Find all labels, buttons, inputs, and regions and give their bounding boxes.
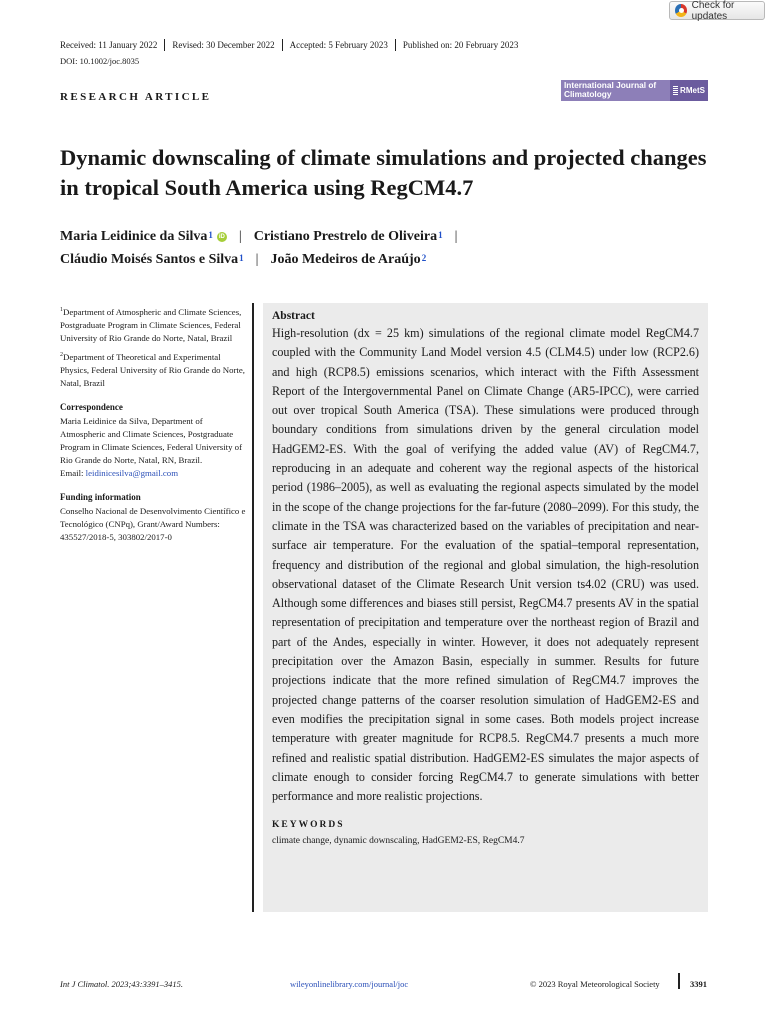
journal-name: International Journal of Climatology	[561, 80, 670, 101]
revised-date: Revised: 30 December 2022	[164, 39, 281, 51]
article-type: RESEARCH ARTICLE	[60, 91, 212, 103]
page-number: 3391	[690, 979, 707, 989]
author-name[interactable]: João Medeiros de Araújo	[270, 252, 421, 267]
rmets-logo-icon	[673, 86, 678, 95]
affiliation-1	[60, 304, 248, 345]
affiliation-2	[60, 349, 248, 390]
check-for-updates-button[interactable]	[669, 1, 765, 20]
orcid-icon[interactable]: iD	[218, 234, 225, 240]
author-name[interactable]: Cristiano Prestrelo de Oliveira	[253, 229, 438, 244]
check-for-updates-label: Check for updates	[691, 0, 735, 22]
abstract-heading: Abstract	[272, 310, 315, 322]
author-affiliation-marker[interactable]: 1	[208, 230, 213, 240]
received-date: Received: 11 January 2022	[60, 40, 158, 50]
footer-journal-link[interactable]: wileyonlinelibrary.com/journal/joc	[290, 979, 409, 989]
author-affiliation-marker[interactable]: 1	[239, 253, 244, 263]
affiliation-number: 1	[60, 307, 63, 313]
affiliation-text: Department of Atmospheric and Climate Sciences, Postgraduate Program in Climate Sciences, Federal University of Rio Grande do Norte, Natal, Brazil	[60, 306, 242, 343]
publication-dates	[60, 39, 525, 51]
email-label: Email:	[60, 467, 86, 478]
author-affiliation-marker[interactable]: 2	[421, 253, 427, 263]
affiliation-text: Department of Theoretical and Experimental Physics, Federal University of Rio Grande do Norte, Natal, Brazil	[60, 351, 245, 388]
footer-citation: Int J Climatol. 2023;43:3391–3415.	[60, 979, 184, 989]
author-separator: |	[255, 252, 259, 267]
article-info-column	[60, 304, 248, 544]
author-name[interactable]: Cláudio Moisés Santos e Silva	[60, 252, 239, 267]
author-separator: |	[238, 229, 242, 244]
article-title: Dynamic downscaling of climate simulations and projected changes in tropical South America using RegCM4.7	[60, 145, 707, 200]
footer-copyright: © 2023 Royal Meteorological Society	[530, 979, 660, 989]
footer-divider	[678, 973, 680, 989]
abstract-box	[263, 303, 708, 912]
keywords-heading: KEYWORDS	[272, 820, 345, 831]
accepted-date: Accepted: 5 February 2023	[282, 39, 395, 51]
doi[interactable]: DOI: 10.1002/joc.8035	[60, 56, 140, 66]
correspondence-address: Maria Leidinice da Silva, Department of Atmospheric and Climate Sciences, Postgraduate Program in Climate Sciences, Federal University of Rio Grande do Norte, Natal, RN, Brazil.	[60, 415, 243, 465]
affiliation-number: 2	[60, 351, 63, 358]
author-separator: |	[454, 229, 458, 244]
crossmark-icon	[675, 4, 687, 17]
correspondence-text	[60, 415, 248, 480]
author-affiliation-marker[interactable]: 1	[438, 230, 443, 240]
abstract-divider	[252, 303, 254, 912]
author-name[interactable]: Maria Leidinice da Silva	[60, 229, 208, 244]
publisher-logo	[670, 80, 708, 101]
abstract-text: High-resolution (dx = 25 km) simulations of the regional climate model RegCM4.7 coupled with the Community Land Model version 4.5 (CLM4.5) under low (RCP2.6) and high (RCP8.5) emissions scenarios, which interact with the Fifth Assessment Report of the Intergovernmental Panel on Climate Change (AR5-IPCC), were carried out over tropical South America (TSA). These simulations were produced through boundary conditions from simulations driven by the general circulation model HadGEM2-ES. With the goal of verifying the added value (AV) of RegCM4.7, reproducing in an adequate and coherent way the regional aspects of the historical period (1986–2005), as well as evaluating the regional aspects simulated by the model in the scope of the change projections for the far-future (2080–2099). For this study, the climate in the TSA was characterized based on the variables of precipitation and near-surface air temperature. For the evaluation of the spatial–temporal representation, frequency and distribution of the regional and global simulation, the high-resolution observational dataset of the Climate Research Unit version ts4.02 (CRU) was used. Although some differences and biases still persist, RegCM4.7 presents AV in the spatial representation of precipitation and temperature over the northeast region of Brazil and part of the Andes, especially in winter. However, it does not adequately represent precipitation over the Amazon Basin, especially in summer. Results for future projections indicate that the more refined simulation of RegCM4.7 improves the projected change patterns of the coarser resolution simulation of HadGEM2-ES and even modifies the precipitation signal in some cases. Both models project increase temperature with greater magnitude for RCP8.5. RegCM4.7 presents a much more refined and realistic spatial distribution. HadGEM2-ES simulates the major aspects of climate enough to consider forcing RegCM4.7 to generate simulations with better performance and more realistic projections.	[272, 326, 699, 804]
journal-logo[interactable]	[561, 80, 708, 101]
funding-text: Conselho Nacional de Desenvolvimento Científico e Tecnológico (CNPq), Grant/Award Numbers: 435527/2018-5, 303802/2017-0	[60, 505, 246, 542]
published-date: Published on: 20 February 2023	[395, 39, 526, 51]
author-line-2	[60, 252, 426, 268]
funding-heading: Funding information	[60, 491, 141, 502]
publisher-mark: RMetS	[680, 86, 705, 95]
correspondence-heading: Correspondence	[60, 401, 123, 412]
email-link[interactable]: leidinicesilva@gmail.com	[85, 467, 179, 478]
keywords-text: climate change, dynamic downscaling, HadGEM2-ES, RegCM4.7	[272, 836, 525, 847]
author-line-1	[60, 229, 469, 245]
